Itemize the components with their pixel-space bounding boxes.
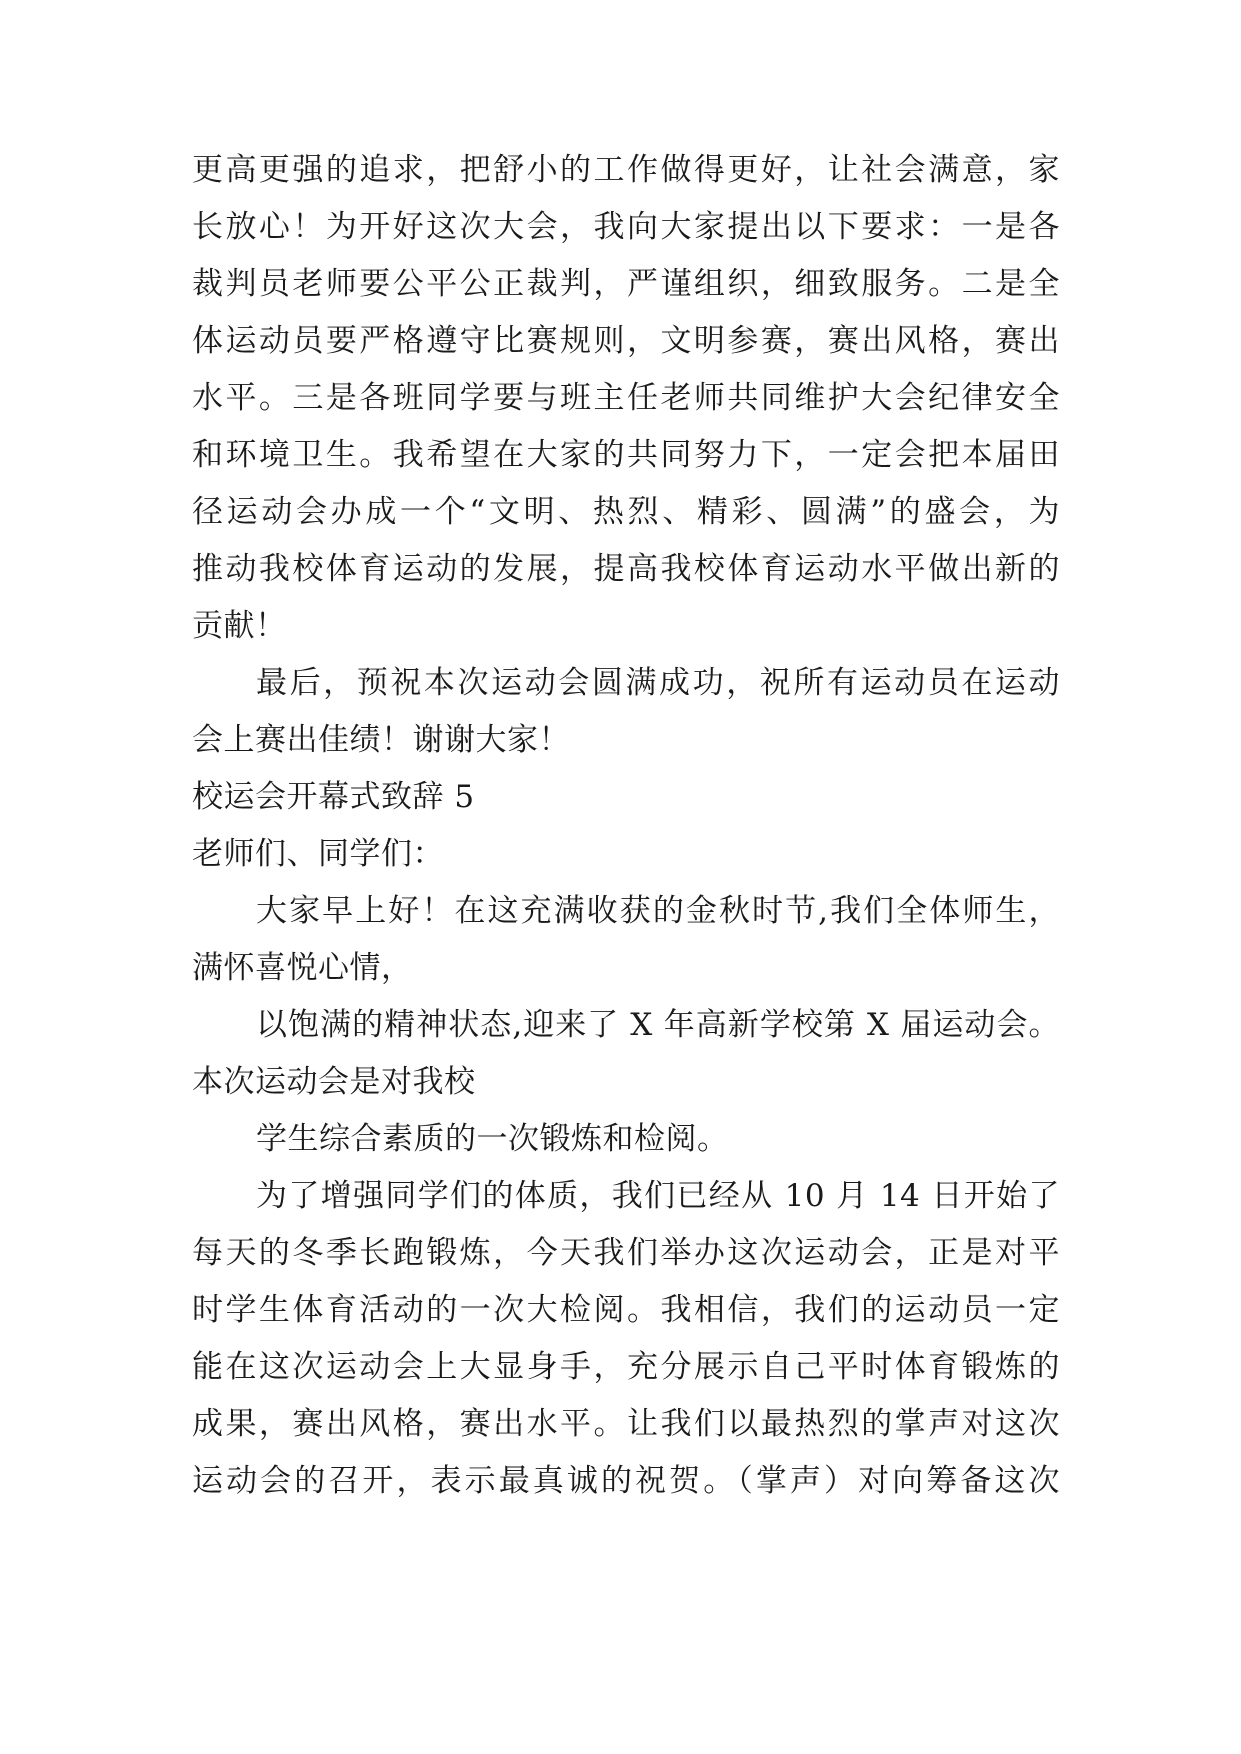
text-line: 和环境卫生。我希望在大家的共同努力下，一定会把本届田 [192,437,1060,473]
text-line: 水平。三是各班同学要与班主任老师共同维护大会纪律安全 [192,380,1060,416]
text-line: 大家早上好！在这充满收获的金秋时节,我们全体师生， [256,893,1060,929]
text-line: 运动会的召开，表示最真诚的祝贺。（掌声）对向筹备这次 [192,1463,1060,1499]
text-line: 学生综合素质的一次锻炼和检阅。 [256,1121,729,1157]
text-line: 以饱满的精神状态,迎来了 X 年高新学校第 X 届运动会。 [256,1007,1060,1043]
text-line: 满怀喜悦心情， [192,950,413,986]
text-line: 长放心！为开好这次大会，我向大家提出以下要求：一是各 [192,209,1060,245]
text-line: 本次运动会是对我校 [192,1064,476,1100]
text-line: 会上赛出佳绩！谢谢大家！ [192,722,570,758]
text-line: 更高更强的追求，把舒小的工作做得更好，让社会满意，家 [192,152,1060,188]
text-line: 裁判员老师要公平公正裁判，严谨组织，细致服务。二是全 [192,266,1060,302]
text-line: 体运动员要严格遵守比赛规则，文明参赛，赛出风格，赛出 [192,323,1060,359]
text-line: 能在这次运动会上大显身手，充分展示自己平时体育锻炼的 [192,1349,1060,1385]
salutation: 老师们、同学们： [192,836,444,872]
section-title: 校运会开幕式致辞 5 [192,779,475,815]
text-line: 为了增强同学们的体质，我们已经从 10 月 14 日开始了 [256,1178,1060,1214]
text-line: 每天的冬季长跑锻炼，今天我们举办这次运动会，正是对平 [192,1235,1060,1271]
text-line: 贡献！ [192,608,287,644]
text-line: 最后，预祝本次运动会圆满成功，祝所有运动员在运动 [256,665,1060,701]
text-line: 径运动会办成一个“文明、热烈、精彩、圆满”的盛会，为 [192,494,1060,530]
text-line: 成果，赛出风格，赛出水平。让我们以最热烈的掌声对这次 [192,1406,1060,1442]
text-line: 时学生体育活动的一次大检阅。我相信，我们的运动员一定 [192,1292,1060,1328]
text-line: 推动我校体育运动的发展，提高我校体育运动水平做出新的 [192,551,1060,587]
